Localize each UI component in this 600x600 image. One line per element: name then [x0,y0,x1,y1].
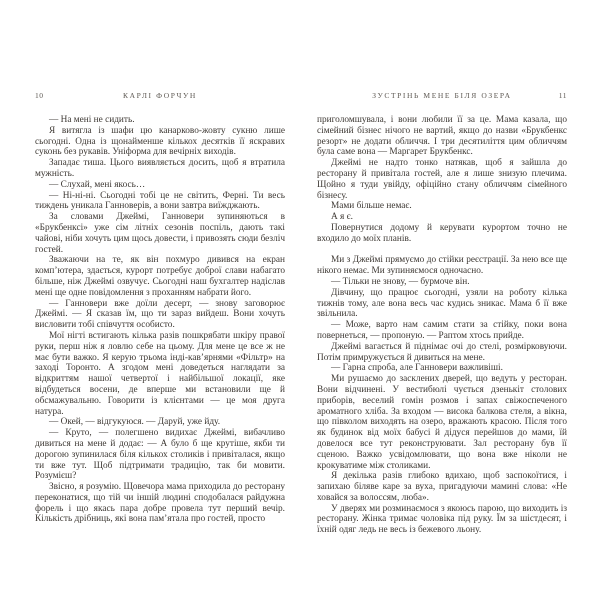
paragraph: Дівчину, що працює сьогодні, узяли на роботу кілька тижнів тому, але вона весь час кудись зникає. Мама б її вже звільнила. [317,287,567,320]
page-number-right: 11 [558,91,567,100]
paragraph: — Може, варто нам самим стати за стійку, поки вона повернеться, — пропоную. — Раптом хтось прийде. [317,320,567,341]
body-text-left [35,115,285,525]
body-text-right [317,115,567,536]
paragraph: Я витягла із шафи цю канарково-жовту сукню лише сьогодні. Одна із щонайменше кількох десятків її яскравих суконь без рукавів. Уніформа для вечірніх виходів. [35,125,285,158]
page-right [317,0,567,600]
paragraph: — Тільки не знову, — бурмоче він. [331,276,470,287]
paragraph: — Слухай, мені якось… [49,179,146,190]
paragraph: Западає тиша. Цього виявляється досить, щоб я втратила мужність. [35,158,285,179]
paragraph: Зважаючи на те, як він похмуро дивився на екран комп’ютера, здається, курорт потребує доброї слави набагато більше, ніж Джеймі озвучує. Сьогодні наш бухгалтер надіслав мені ще одне повідомлення з проханням набрати його. [35,255,285,298]
paragraph: приголомшувала, і вони любили її за це. Мама казала, що сімейний бізнес нічого не вартий, якщо до назви «Брукбенкс резорт» не додати обличчя. І три десятиліття цим обличчям була саме вона — Маргарет Брукбенкс. [317,115,567,158]
paragraph: — Круто, — полегшено видихає Джеймі, вибачливо дивиться на мене й додає: — А було б ще крутіше, якби ти дорогою зупинилася біля кількох столиків і привіталася, якщо ти вже тут. Щоб підтримати традицію, так би мовити. Розумієш? [35,428,285,482]
paragraph: Звісно, я розумію. Щовечора мама приходила до ресторану переконатися, що тій чи іншій людині сподобалася райдужна форель і що якась пара добре провела тут перший вечір. Кількість дрібниць, які вона пам’ятала про гостей, просто [35,482,285,525]
paragraph: — Ганновери вже доїли десерт, — знову заговорює Джеймі. — Я сказав їм, що ти зараз вийдеш. Вони хочуть висловити тобі співчуття особисто. [35,298,285,331]
paragraph: Ми рушаємо до засклених дверей, що ведуть у ресторан. Вони відчинені. У вестибюлі чується дзенькіт столових приборів, веселий гомін розмов і запах свіжоспеченого ароматного хліба. За входом — висока балкова стеля, а вікна, що півколом виходять на озеро, вражають красою. Після того як будинок від моїх бабусі й дідуся перейшов до мами, їй довелося все тут реконструювати. Зал ресторану був її сценою. Важко усвідомлювати, що вона вже ніколи не крокуватиме між столиками. [317,374,567,471]
paragraph: — На мені не сидить. [49,115,135,125]
running-head-book-title: ЗУСТРІНЬ МЕНЕ БІЛЯ ОЗЕРА [372,91,512,100]
running-header-right [317,91,567,103]
paragraph: — Окей, — відгукуюся. — Даруй, уже йду. [49,417,221,428]
paragraph: Повернутися додому й керувати курортом точно не входило до моїх планів. [317,222,567,244]
paragraph: Я декілька разів глибоко вдихаю, щоб заспокоїтися, і запихаю біляве каре за вуха, пригадуючи мамині слова: «Не ховайся за волоссям, люба». [317,471,567,503]
paragraph: Джеймі не надто тонко натякав, щоб я зайшла до ресторану й привітала гостей, але я лише знизую плечима. Щойно я туди увійду, офіційно стану обличчям сімейного бізнесу. [317,158,567,201]
running-header-left [35,91,285,103]
running-head-author: КАРЛІ ФОРЧУН [123,91,197,100]
section-break [317,245,567,256]
paragraph: У дверях ми розминаємося з якоюсь парою, що виходить із ресторану. Жінка тримає чоловіка під руку. Їм за шістдесят, і їхній одяг ледь не весь із бежевого льону. [317,503,567,536]
paragraph: А я є. [331,212,353,223]
paragraph: — Ні-ні-ні. Сьогодні тобі це не світить, Ферні. Ти весь тиждень уникала Ганноверів, а вони завтра виїжджають. [35,190,285,212]
paragraph: Мої нігті встигають кілька разів пошкрябати шкіру правої руки, перш ніж я ловлю себе на цьому. Для мене це все ж не має бути важко. Я керую трьома інді-кав’ярнями «Фільтр» на заході Торонто. А згодом мені доведеться наглядати за відкриттям нашої четвертої і найбільшої локації, яке відбудеться восени, де вперше ми встановили ще й обсмажувальню. Говорити із клієнтами — це моя друга натура. [35,330,285,417]
paragraph: Джеймі вагається й піднімає очі до стелі, розмірковуючи. Потім примружується й дивиться на мене. [317,341,567,363]
paragraph: — Гарна спроба, але Ганновери важливіші. [331,363,503,374]
paragraph: Мами більше немає. [331,201,412,212]
page-number-left: 10 [35,91,44,100]
page-left [35,0,285,600]
paragraph: Ми з Джеймі прямуємо до стійки реєстрації. За нею все ще нікого немає. Ми зупиняємося одночасно. [317,255,567,277]
paragraph: За словами Джеймі, Ганновери зупиняються в «Брукбенксі» уже сім літніх сезонів поспіль, дають такі чайові, ніби хочуть цим щось довести, і привозять сюди безліч гостей. [35,212,285,255]
